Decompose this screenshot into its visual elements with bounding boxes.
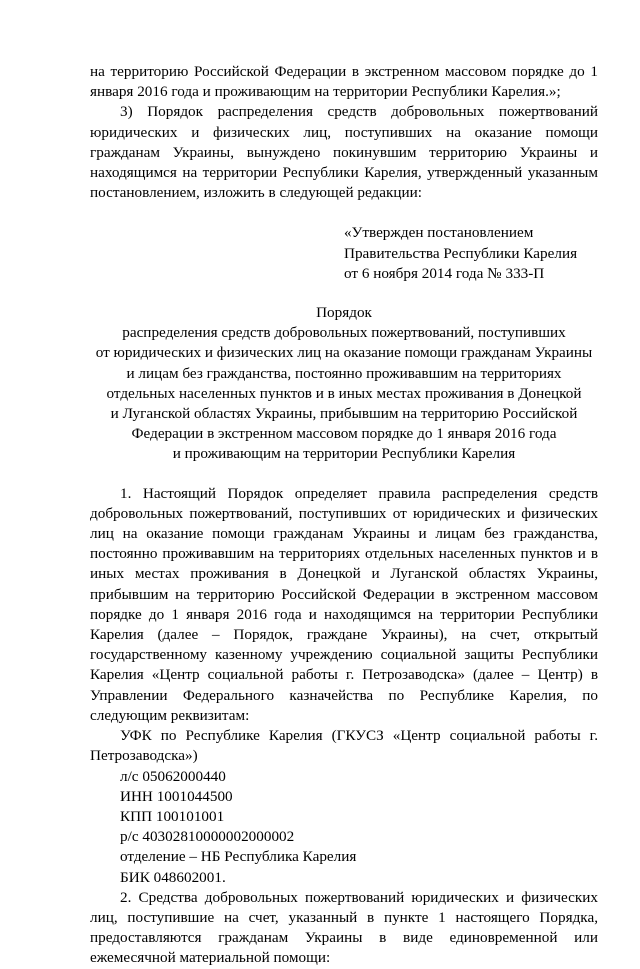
recipient-paragraph: УФК по Республике Карелия (ГКУСЗ «Центр социальной работы г. Петрозаводска») <box>90 727 598 765</box>
intro-paragraph-end: на территорию Российской Федерации в экстренном массовом порядке до 1 января 2016 года и проживающим на территории Республики Карелия.»; <box>90 63 598 101</box>
title-line: от юридических и физических лиц на оказание помощи гражданам Украины <box>95 344 593 362</box>
approval-block <box>344 223 598 284</box>
requisite-line: БИК 048602001. <box>120 868 226 886</box>
approval-line-3: от 6 ноября 2014 года № 333-П <box>344 264 545 282</box>
requisite-line: ИНН 1001044500 <box>120 787 233 805</box>
title-line: Порядок <box>316 304 372 322</box>
approval-line-2: Правительства Республики Карелия <box>344 244 578 262</box>
procedure-title <box>90 303 598 465</box>
title-line: и проживающим на территории Республики Карелия <box>172 445 516 463</box>
item-3-paragraph: 3) Порядок распределения средств добровольных пожертвований юридических и физических лиц, поступивших на оказание помощи гражданам Украины, вынуждено покинувшим территорию Украины и находящимся на территории Республики Карелия, утвержденный указанным постановлением, изложить в следующей редакции: <box>90 103 598 202</box>
requisite-line: КПП 100101001 <box>120 807 225 825</box>
point-2-paragraph: 2. Средства добровольных пожертвований юридических и физических лиц, поступившие на счет, указанный в пункте 1 настоящего Порядка, предоставляются гражданам Украины в виде единовременной или ежемесячной материальной помощи: <box>90 888 598 967</box>
title-line: распределения средств добровольных пожертвований, поступивших <box>122 324 566 342</box>
requisite-line: отделение – НБ Республика Карелия <box>120 848 357 866</box>
requisites-list <box>90 767 598 888</box>
point-1-paragraph: 1. Настоящий Порядок определяет правила распределения средств добровольных пожертвований, поступивших от юридических и физических лиц на оказание помощи гражданам Украины и лицам без гражданства, постоянно проживавшим на территориях отдельных населенных пунктов и в иных местах проживания в Донецкой и Луганской областях Украины, прибывшим на территорию Российской Федерации в экстренном массовом порядке до 1 января 2016 года и находящимся на территории Республики Карелия (далее – Порядок, граждане Украины), на счет, открытый государственному казенному учреждению социальной защиты Республики Карелия «Центр социальной работы г. Петрозаводска» (далее – Центр) в Управлении Федерального казначейства по Республике Карелия, по следующим реквизитам: <box>90 484 598 724</box>
requisite-line: р/с 40302810000002000002 <box>120 828 295 846</box>
title-line: отдельных населенных пунктов и в иных местах проживания в Донецкой <box>106 384 582 402</box>
title-line: и лицам без гражданства, постоянно проживавшим на территориях <box>126 364 562 382</box>
title-line: и Луганской областях Украины, прибывшим на территорию Российской <box>110 405 578 423</box>
requisite-line: л/с 05062000440 <box>120 767 226 785</box>
approval-line-1: «Утвержден постановлением <box>344 224 534 242</box>
title-line: Федерации в экстренном массовом порядке до 1 января 2016 года <box>131 425 557 443</box>
